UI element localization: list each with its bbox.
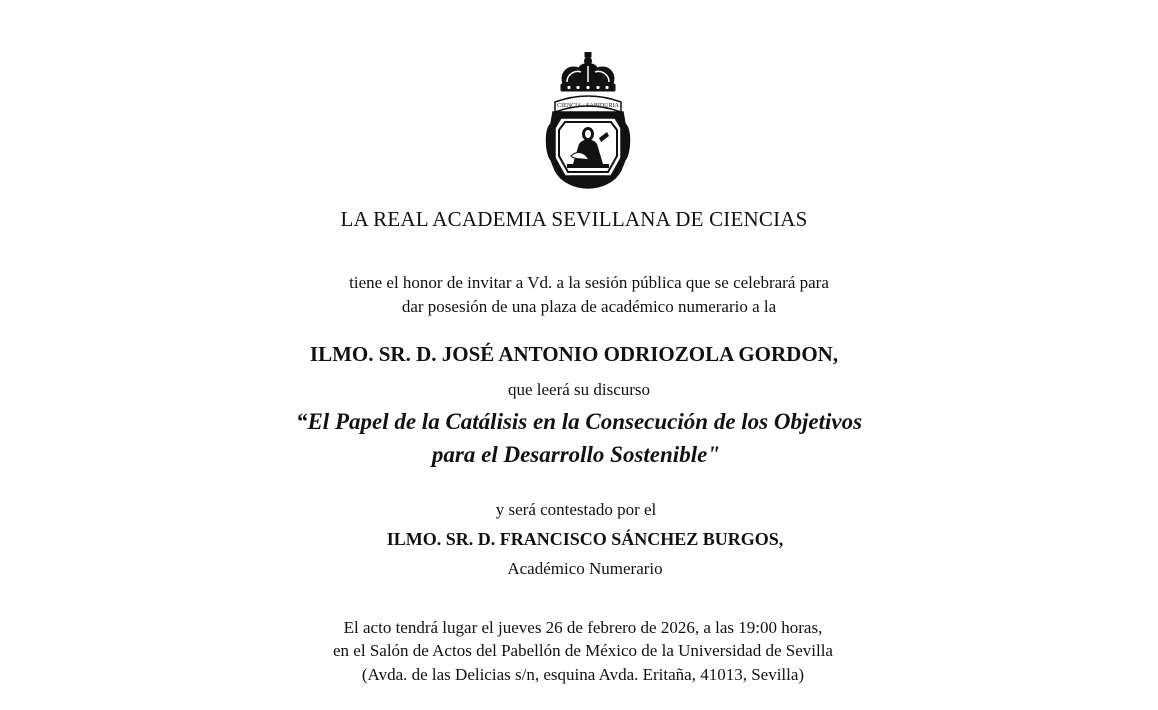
institution-name: LA REAL ACADEMIA SEVILLANA DE CIENCIAS bbox=[340, 207, 808, 231]
speech-title-line-2: para el Desarrollo Sostenible" bbox=[431, 442, 721, 467]
speaker-name: ILMO. SR. D. JOSÉ ANTONIO ODRIOZOLA GORDON, bbox=[309, 342, 839, 366]
event-details-line-2: en el Salón de Actos del Pabellón de México de la Universidad de Sevilla bbox=[333, 641, 833, 660]
intro-text-line-1: tiene el honor de invitar a Vd. a la sesión pública que se celebrará para bbox=[349, 273, 829, 292]
speech-title-line-1: “El Papel de la Catálisis en la Consecución de los Objetivos bbox=[295, 409, 863, 434]
reads-speech-text: que leerá su discurso bbox=[507, 380, 651, 399]
event-details-line-3: (Avda. de las Delicias s/n, esquina Avda. Eritaña, 41013, Sevilla) bbox=[361, 665, 805, 684]
responder-name: ILMO. SR. D. FRANCISCO SÁNCHEZ BURGOS, bbox=[386, 529, 784, 549]
intro-text-line-2: dar posesión de una plaza de académico numerario a la bbox=[401, 297, 777, 316]
responder-role: Académico Numerario bbox=[507, 559, 663, 578]
answered-by-text: y será contestado por el bbox=[495, 500, 657, 519]
crest-motto: CIENCIA · SABIDURIA bbox=[557, 103, 619, 109]
academy-crest-icon bbox=[545, 52, 631, 192]
event-details-line-1: El acto tendrá lugar el jueves 26 de febrero de 2026, a las 19:00 horas, bbox=[343, 618, 823, 637]
